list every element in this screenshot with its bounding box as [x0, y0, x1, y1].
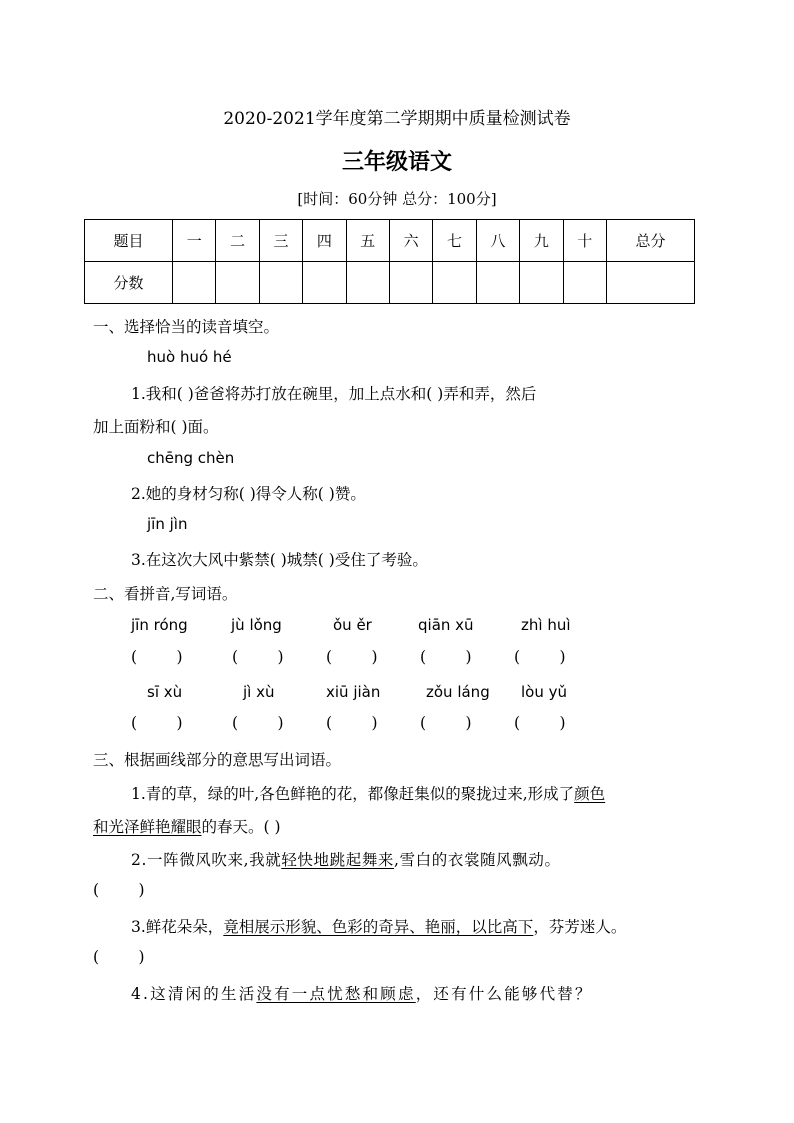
answer-blank[interactable]: ( )	[232, 714, 284, 732]
answer-blank[interactable]: ( )	[420, 648, 472, 666]
score-table-header-cell: 四	[303, 220, 346, 262]
answer-blank[interactable]: ( )	[326, 648, 378, 666]
section3-question-1a	[131, 782, 605, 804]
section1-pinyin-1: huò huó hé	[147, 348, 232, 366]
section1-question-1b: 加上面粉和( )面。	[93, 418, 219, 436]
pinyin-word: jì xù	[243, 683, 275, 701]
question-text: 的春天。( )	[201, 818, 281, 836]
question-text: 3.鲜花朵朵，	[131, 918, 224, 936]
section1-pinyin-2: chēng chèn	[147, 449, 235, 467]
answer-blank[interactable]: ( )	[131, 714, 183, 732]
pinyin-word: jīn róng	[131, 616, 188, 634]
score-table-header-cell: 七	[433, 220, 476, 262]
section1-question-1a: 1.我和( )爸爸将苏打放在碗里，加上点水和( )弄和弄，然后	[131, 385, 537, 403]
question-text: 2.一阵微风吹来,我就	[131, 851, 282, 869]
section3-question-4	[131, 982, 593, 1004]
underlined-phrase: 竟相展示形貌、色彩的奇异、艳丽，以比高下	[223, 918, 534, 936]
score-cell[interactable]	[216, 262, 259, 304]
exam-info: [时间：60分钟 总分：100分]	[297, 190, 497, 208]
underlined-phrase: 轻快地跳起舞来	[281, 851, 395, 869]
section1-pinyin-3: jīn jìn	[147, 515, 188, 533]
question-text: ，还有什么能够代替？	[415, 985, 593, 1003]
answer-blank[interactable]: ( )	[93, 881, 145, 899]
answer-blank[interactable]: ( )	[326, 714, 378, 732]
score-cell[interactable]	[433, 262, 476, 304]
score-cell[interactable]	[259, 262, 302, 304]
answer-blank[interactable]: ( )	[514, 648, 566, 666]
score-cell[interactable]	[520, 262, 563, 304]
score-table-header-cell: 九	[520, 220, 563, 262]
underlined-phrase: 没有一点忧愁和顾虑	[256, 985, 416, 1003]
pinyin-word: zhì huì	[521, 616, 571, 634]
score-cell[interactable]	[173, 262, 216, 304]
pinyin-word: zǒu láng	[426, 683, 490, 701]
score-cell[interactable]	[476, 262, 519, 304]
pinyin-word: qiān xū	[418, 616, 474, 634]
score-cell[interactable]	[607, 262, 695, 304]
question-text: ,雪白的衣裳随风飘动。	[394, 851, 561, 869]
score-row-label: 分数	[85, 262, 173, 304]
score-table-header-cell: 八	[476, 220, 519, 262]
pinyin-word: jù lǒng	[231, 616, 282, 634]
score-table-header-cell: 一	[173, 220, 216, 262]
score-table	[84, 219, 695, 304]
pinyin-word: lòu yǔ	[521, 683, 568, 701]
score-cell[interactable]	[303, 262, 346, 304]
underlined-phrase: 颜色	[574, 785, 606, 803]
answer-blank[interactable]: ( )	[131, 648, 183, 666]
score-table-header-cell: 六	[389, 220, 432, 262]
answer-blank[interactable]: ( )	[514, 714, 566, 732]
pinyin-word: ǒu ěr	[333, 616, 372, 634]
score-cell[interactable]	[346, 262, 389, 304]
section3-question-1b	[93, 815, 281, 837]
section3-title: 三、根据画线部分的意思写出词语。	[93, 751, 342, 769]
answer-blank[interactable]: ( )	[420, 714, 472, 732]
underlined-phrase: 和光泽鲜艳耀眼	[93, 818, 202, 836]
question-text: ，芬芳迷人。	[533, 918, 627, 936]
answer-blank[interactable]: ( )	[93, 948, 145, 966]
question-text: 1.青的草，绿的叶,各色鲜艳的花，都像赶集似的聚拢过来,形成了	[131, 785, 575, 803]
score-table-header-cell: 二	[216, 220, 259, 262]
score-table-header-cell: 五	[346, 220, 389, 262]
section1-question-3: 3.在这次大风中紫禁( )城禁( )受住了考验。	[131, 551, 428, 569]
pinyin-word: xiū jiàn	[326, 683, 381, 701]
score-table-header-cell: 三	[259, 220, 302, 262]
score-table-header-cell: 题目	[85, 220, 173, 262]
score-table-score-row	[85, 262, 695, 304]
subject-title: 三年级语文	[341, 149, 452, 175]
question-text: 4.这清闲的生活	[131, 985, 257, 1003]
section2-title: 二、看拼音,写词语。	[93, 585, 238, 603]
pinyin-word: sī xù	[147, 683, 183, 701]
answer-blank[interactable]: ( )	[232, 648, 284, 666]
score-cell[interactable]	[563, 262, 606, 304]
score-table-header-row	[85, 220, 695, 262]
section1-title: 一、选择恰当的读音填空。	[93, 318, 280, 336]
section3-question-3	[131, 915, 626, 937]
section1-question-2: 2.她的身材匀称( )得令人称( )赞。	[131, 485, 366, 503]
score-table-header-cell: 十	[563, 220, 606, 262]
section3-question-2	[131, 848, 561, 870]
exam-title: 2020-2021学年度第二学期期中质量检测试卷	[223, 109, 571, 129]
score-table-header-cell: 总分	[607, 220, 695, 262]
score-cell[interactable]	[389, 262, 432, 304]
